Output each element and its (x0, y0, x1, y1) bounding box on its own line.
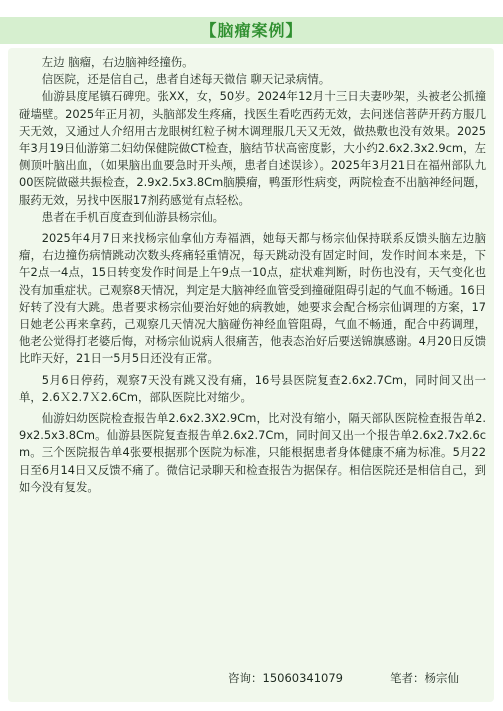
paragraph-intro: 信医院，还是信自己，患者自述每天微信 聊天记录病情。 (41, 72, 331, 87)
paragraph-search: 患者在手机百度查到仙游县杨宗仙。 (41, 209, 225, 224)
article-body (19, 54, 486, 496)
author-info: 笔者：杨宗仙 (390, 671, 459, 685)
paragraph-recheck: 5月6日停药，观察7天没有跳又没有痛，16号县医院复查2.6x2.7Cm，同时间又出一单，2.6Ｘ2.7Ｘ2.6Cm，部队医院比对缩少。 (19, 372, 486, 404)
paragraph-case-history: 仙游县度尾镇石碑兜。张ⅩⅩ，女，50岁。2024年12月十三日夫妻吵架，头被老公抓撞碰墙壁。2025年正月初，头脑部发生疼痛，找医生看吃西药无效，去问迷信菩萨开药方服几天无效，又通过人介绍用古龙眼树红粒子树木调理服几天又无效，做热敷也没有效果。2025年3月19日仙游第二妇幼保健院做CT检查，脑结节状高密度影，大小约2.6x2.3x2.9cm，左侧顶叶脑出血，（如果脑出血要急时开头颅，患者自述误诊）。2025年3月21日在福州部队九00医院做磁共振检查，2.9x2.5x3.8Cm脑膜瘤，鸭蛋形性病变，两院检查不出脑神经问题，服药无效，另找中医服17剂药感觉有点轻松。 (19, 89, 486, 207)
footer (0, 668, 503, 688)
paragraph-treatment: 2025年4月7日来找杨宗仙拿仙方寿福酒，她每天都与杨宗仙保持联系反馈头脑左边脑瘤，右边撞伤病情跳动次数头疼痛轻重情况，每天跳动没有固定时间，发作时间本来是，下午2点一4点，15日转变发作时间是上午9点一10点，症状难判断，时伤也没有，天气变化也没有加重症状。己观察8天情况，判定是大脑神经血管受到撞碰阻碍引起的气血不畅通。16日好转了没有大跳。患者要求杨宗仙要治好她的病教她，她要求会配合杨宗仙调理的方案，17日她老公再来拿药，己观察几天情况大脑碰伤神经血管阻碍，气血不畅通，配合中药调理，他老公觉得打老婆后悔，对杨宗仙说病人很痛苦，他表态治好后要送锦旗感谢。4月20日反馈比昨天好，21日一5月5日还没有正常。 (19, 231, 486, 366)
contact-info: 咨询：15060341079 (228, 671, 343, 685)
paragraph-diagnosis-summary: 左边 脑瘤，右边脑神经撞伤。 (41, 55, 194, 69)
paragraph-reports: 仙游妇幼医院检查报告单2.6x2.3X2.9Cm，比对没有缩小，隔天部队医院检查报告单2.9x2.5x3.8Cm。仙游县医院复查报告单2.6x2.7Cm，同时间又出一个报告单2.6x2.7x2.6cm。三个医院报告单4张要根据那个医院为标准，只能根据患者身体健康不痛为标准。5月22日至6月14日又反馈不痛了。微信记录聊天和检查报告为据保存。相信医院还是相信自己，到如今没有复发。 (19, 411, 486, 494)
article-title: 【脑瘤案例】 (200, 21, 303, 40)
